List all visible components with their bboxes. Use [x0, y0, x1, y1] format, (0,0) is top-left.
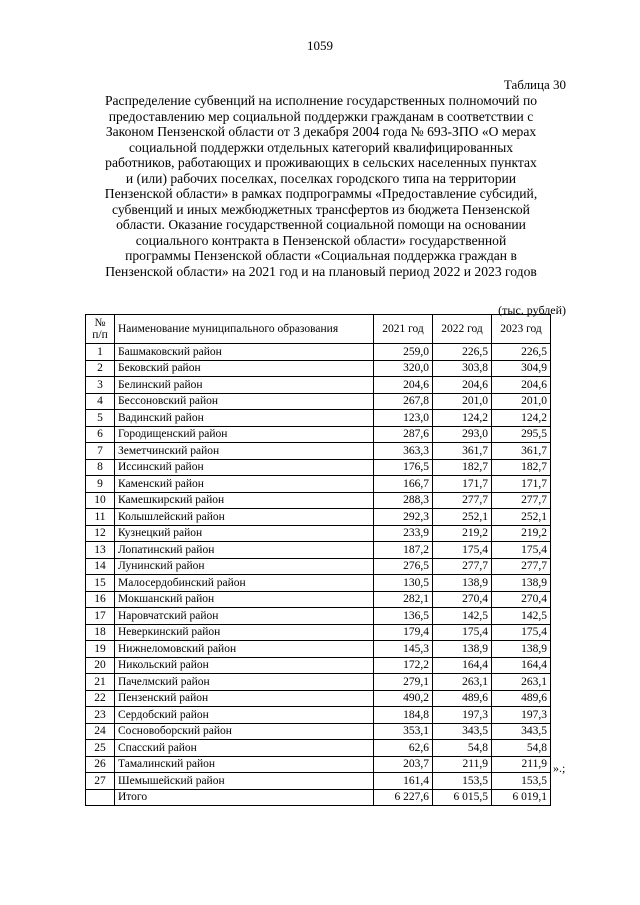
row-name-cell: Спасский район — [115, 740, 374, 757]
row-2021-cell: 267,8 — [374, 393, 433, 410]
row-2022-cell: 293,0 — [433, 426, 492, 443]
row-2023-cell: 343,5 — [492, 723, 551, 740]
table-row — [86, 591, 551, 608]
row-num-cell: 27 — [86, 773, 115, 790]
table-row — [86, 443, 551, 460]
header-num-line1: № — [94, 317, 106, 329]
row-2022-cell: 226,5 — [433, 344, 492, 361]
row-2022-cell: 171,7 — [433, 476, 492, 493]
table-header-row — [86, 315, 551, 344]
header-2021: 2021 год — [374, 315, 433, 344]
row-num-cell: 26 — [86, 756, 115, 773]
row-2023-cell: 201,0 — [492, 393, 551, 410]
row-name-cell: Наровчатский район — [115, 608, 374, 625]
row-num-cell: 23 — [86, 707, 115, 724]
table-row — [86, 740, 551, 757]
total-label-cell: Итого — [115, 789, 374, 806]
row-2023-cell: 175,4 — [492, 542, 551, 559]
row-2021-cell: 292,3 — [374, 509, 433, 526]
row-num-cell: 15 — [86, 575, 115, 592]
row-2021-cell: 123,0 — [374, 410, 433, 427]
row-2021-cell: 166,7 — [374, 476, 433, 493]
row-num-cell: 2 — [86, 360, 115, 377]
row-2023-cell: 277,7 — [492, 558, 551, 575]
row-2021-cell: 176,5 — [374, 459, 433, 476]
row-2022-cell: 164,4 — [433, 657, 492, 674]
row-num-cell: 24 — [86, 723, 115, 740]
row-2021-cell: 62,6 — [374, 740, 433, 757]
table-row — [86, 542, 551, 559]
row-num-cell: 20 — [86, 657, 115, 674]
row-2023-cell: 304,9 — [492, 360, 551, 377]
row-num-cell: 12 — [86, 525, 115, 542]
row-2021-cell: 320,0 — [374, 360, 433, 377]
table-body — [86, 344, 551, 806]
row-2022-cell: 361,7 — [433, 443, 492, 460]
row-2021-cell: 184,8 — [374, 707, 433, 724]
table-row — [86, 756, 551, 773]
title-line: работников, работающих и проживающих в сельских населенных пунктах — [105, 155, 537, 170]
row-2023-cell: 263,1 — [492, 674, 551, 691]
row-num-cell: 9 — [86, 476, 115, 493]
row-2021-cell: 259,0 — [374, 344, 433, 361]
row-2023-cell: 142,5 — [492, 608, 551, 625]
row-2023-cell: 204,6 — [492, 377, 551, 394]
row-num-cell: 3 — [86, 377, 115, 394]
closing-mark: ».; — [553, 761, 566, 775]
row-name-cell: Колышлейский район — [115, 509, 374, 526]
row-2022-cell: 277,7 — [433, 558, 492, 575]
row-name-cell: Каменский район — [115, 476, 374, 493]
row-name-cell: Лопатинский район — [115, 542, 374, 559]
row-2023-cell: 295,5 — [492, 426, 551, 443]
row-2021-cell: 204,6 — [374, 377, 433, 394]
title-line: и (или) рабочих поселках, поселках городского типа на территории — [125, 170, 517, 186]
table-row — [86, 707, 551, 724]
row-num-cell: 1 — [86, 344, 115, 361]
row-name-cell: Пачелмский район — [115, 674, 374, 691]
title-line: социальной поддержки отдельных категорий квалифицированных — [128, 139, 514, 155]
row-2022-cell: 201,0 — [433, 393, 492, 410]
row-2021-cell: 287,6 — [374, 426, 433, 443]
row-2023-cell: 153,5 — [492, 773, 551, 790]
row-num-cell: 21 — [86, 674, 115, 691]
row-2021-cell: 276,5 — [374, 558, 433, 575]
table-row — [86, 558, 551, 575]
subvention-table — [85, 314, 551, 806]
row-num-cell: 11 — [86, 509, 115, 526]
row-2022-cell: 219,2 — [433, 525, 492, 542]
row-name-cell: Бековский район — [115, 360, 374, 377]
row-num-cell: 4 — [86, 393, 115, 410]
row-2022-cell: 204,6 — [433, 377, 492, 394]
row-2023-cell: 197,3 — [492, 707, 551, 724]
table-total-row — [86, 789, 551, 806]
row-2021-cell: 179,4 — [374, 624, 433, 641]
row-2021-cell: 130,5 — [374, 575, 433, 592]
title-line: субвенций и иных межбюджетных трансфертов из бюджета Пензенской — [112, 201, 530, 217]
row-2023-cell: 361,7 — [492, 443, 551, 460]
row-num-cell: 8 — [86, 459, 115, 476]
row-name-cell: Вадинский район — [115, 410, 374, 427]
row-name-cell: Кузнецкий район — [115, 525, 374, 542]
row-2021-cell: 282,1 — [374, 591, 433, 608]
row-name-cell: Сосновоборский район — [115, 723, 374, 740]
row-num-cell: 18 — [86, 624, 115, 641]
row-num-cell: 5 — [86, 410, 115, 427]
total-2023-cell: 6 019,1 — [492, 789, 551, 806]
header-num — [86, 315, 115, 344]
row-2023-cell: 252,1 — [492, 509, 551, 526]
row-2021-cell: 279,1 — [374, 674, 433, 691]
row-2022-cell: 175,4 — [433, 542, 492, 559]
table-label: Таблица 30 — [503, 77, 566, 92]
table-row — [86, 723, 551, 740]
row-2021-cell: 203,7 — [374, 756, 433, 773]
row-2022-cell: 277,7 — [433, 492, 492, 509]
row-2022-cell: 211,9 — [433, 756, 492, 773]
table-row — [86, 377, 551, 394]
table-row — [86, 509, 551, 526]
row-num-cell: 13 — [86, 542, 115, 559]
row-name-cell: Земетчинский район — [115, 443, 374, 460]
table-row — [86, 773, 551, 790]
row-2023-cell: 171,7 — [492, 476, 551, 493]
total-num-cell — [86, 789, 115, 806]
row-2021-cell: 161,4 — [374, 773, 433, 790]
table-row — [86, 426, 551, 443]
row-name-cell: Мокшанский район — [115, 591, 374, 608]
row-2023-cell: 219,2 — [492, 525, 551, 542]
table-row — [86, 608, 551, 625]
title-line: области. Оказание государственной социальной помощи на основании — [116, 217, 526, 232]
total-2022-cell: 6 015,5 — [433, 789, 492, 806]
row-num-cell: 22 — [86, 690, 115, 707]
table-row — [86, 476, 551, 493]
page-number: 1059 — [307, 38, 333, 53]
row-2021-cell: 353,1 — [374, 723, 433, 740]
row-2022-cell: 489,6 — [433, 690, 492, 707]
table-row — [86, 410, 551, 427]
row-name-cell: Иссинский район — [115, 459, 374, 476]
row-name-cell: Сердобский район — [115, 707, 374, 724]
row-2022-cell: 138,9 — [433, 575, 492, 592]
table-row — [86, 674, 551, 691]
units-label: (тыс. рублей) — [498, 303, 566, 317]
row-2022-cell: 303,8 — [433, 360, 492, 377]
row-2022-cell: 197,3 — [433, 707, 492, 724]
header-2023: 2023 год — [492, 315, 551, 344]
row-2022-cell: 142,5 — [433, 608, 492, 625]
table-row — [86, 624, 551, 641]
row-2022-cell: 153,5 — [433, 773, 492, 790]
table-row — [86, 690, 551, 707]
row-2021-cell: 233,9 — [374, 525, 433, 542]
row-name-cell: Бессоновский район — [115, 393, 374, 410]
row-2023-cell: 124,2 — [492, 410, 551, 427]
table-row — [86, 492, 551, 509]
row-2023-cell: 226,5 — [492, 344, 551, 361]
title-line: Пензенской области» в рамках подпрограммы «Предоставление субсидий, — [104, 186, 538, 201]
row-2022-cell: 124,2 — [433, 410, 492, 427]
total-2021-cell: 6 227,6 — [374, 789, 433, 806]
row-2022-cell: 270,4 — [433, 591, 492, 608]
row-2022-cell: 252,1 — [433, 509, 492, 526]
row-name-cell: Башмаковский район — [115, 344, 374, 361]
document-title — [74, 93, 568, 279]
row-name-cell: Тамалинский район — [115, 756, 374, 773]
row-name-cell: Никольский район — [115, 657, 374, 674]
row-2022-cell: 175,4 — [433, 624, 492, 641]
row-2023-cell: 277,7 — [492, 492, 551, 509]
row-num-cell: 19 — [86, 641, 115, 658]
row-2023-cell: 164,4 — [492, 657, 551, 674]
row-name-cell: Городищенский район — [115, 426, 374, 443]
row-2022-cell: 263,1 — [433, 674, 492, 691]
row-2023-cell: 138,9 — [492, 641, 551, 658]
row-2023-cell: 54,8 — [492, 740, 551, 757]
table-row — [86, 344, 551, 361]
row-2022-cell: 138,9 — [433, 641, 492, 658]
row-num-cell: 17 — [86, 608, 115, 625]
row-2022-cell: 182,7 — [433, 459, 492, 476]
title-line: Пензенской области» на 2021 год и на плановый период 2022 и 2023 годов — [105, 263, 537, 279]
row-name-cell: Камешкирский район — [115, 492, 374, 509]
header-2022: 2022 год — [433, 315, 492, 344]
title-line: программы Пензенской области «Социальная поддержка граждан в — [125, 248, 517, 263]
table-row — [86, 575, 551, 592]
row-name-cell: Малосердобинский район — [115, 575, 374, 592]
row-2023-cell: 175,4 — [492, 624, 551, 641]
row-2021-cell: 363,3 — [374, 443, 433, 460]
row-name-cell: Лунинский район — [115, 558, 374, 575]
title-line: социального контракта в Пензенской области» государственной — [135, 232, 507, 248]
row-2023-cell: 211,9 — [492, 756, 551, 773]
row-num-cell: 6 — [86, 426, 115, 443]
table-row — [86, 657, 551, 674]
row-2023-cell: 138,9 — [492, 575, 551, 592]
row-2021-cell: 490,2 — [374, 690, 433, 707]
table-row — [86, 393, 551, 410]
title-line: Законом Пензенской области от 3 декабря 2004 года № 693-ЗПО «О мерах — [105, 124, 537, 139]
row-2021-cell: 288,3 — [374, 492, 433, 509]
header-name: Наименование муниципального образования — [115, 315, 374, 344]
row-2021-cell: 172,2 — [374, 657, 433, 674]
row-num-cell: 14 — [86, 558, 115, 575]
row-name-cell: Нижнеломовский район — [115, 641, 374, 658]
row-name-cell: Шемышейский район — [115, 773, 374, 790]
row-num-cell: 25 — [86, 740, 115, 757]
table-row — [86, 641, 551, 658]
row-num-cell: 10 — [86, 492, 115, 509]
row-2023-cell: 182,7 — [492, 459, 551, 476]
row-2022-cell: 343,5 — [433, 723, 492, 740]
table-row — [86, 360, 551, 377]
row-name-cell: Неверкинский район — [115, 624, 374, 641]
row-num-cell: 7 — [86, 443, 115, 460]
row-2022-cell: 54,8 — [433, 740, 492, 757]
title-line: предоставлению мер социальной поддержки гражданам в соответствии с — [108, 108, 534, 124]
row-2021-cell: 187,2 — [374, 542, 433, 559]
row-name-cell: Белинский район — [115, 377, 374, 394]
row-num-cell: 16 — [86, 591, 115, 608]
row-2021-cell: 145,3 — [374, 641, 433, 658]
header-num-line2: п/п — [92, 329, 108, 341]
row-2023-cell: 489,6 — [492, 690, 551, 707]
row-2023-cell: 270,4 — [492, 591, 551, 608]
table-row — [86, 459, 551, 476]
row-name-cell: Пензенский район — [115, 690, 374, 707]
title-line: Распределение субвенций на исполнение государственных полномочий по — [104, 93, 538, 108]
table-row — [86, 525, 551, 542]
row-2021-cell: 136,5 — [374, 608, 433, 625]
